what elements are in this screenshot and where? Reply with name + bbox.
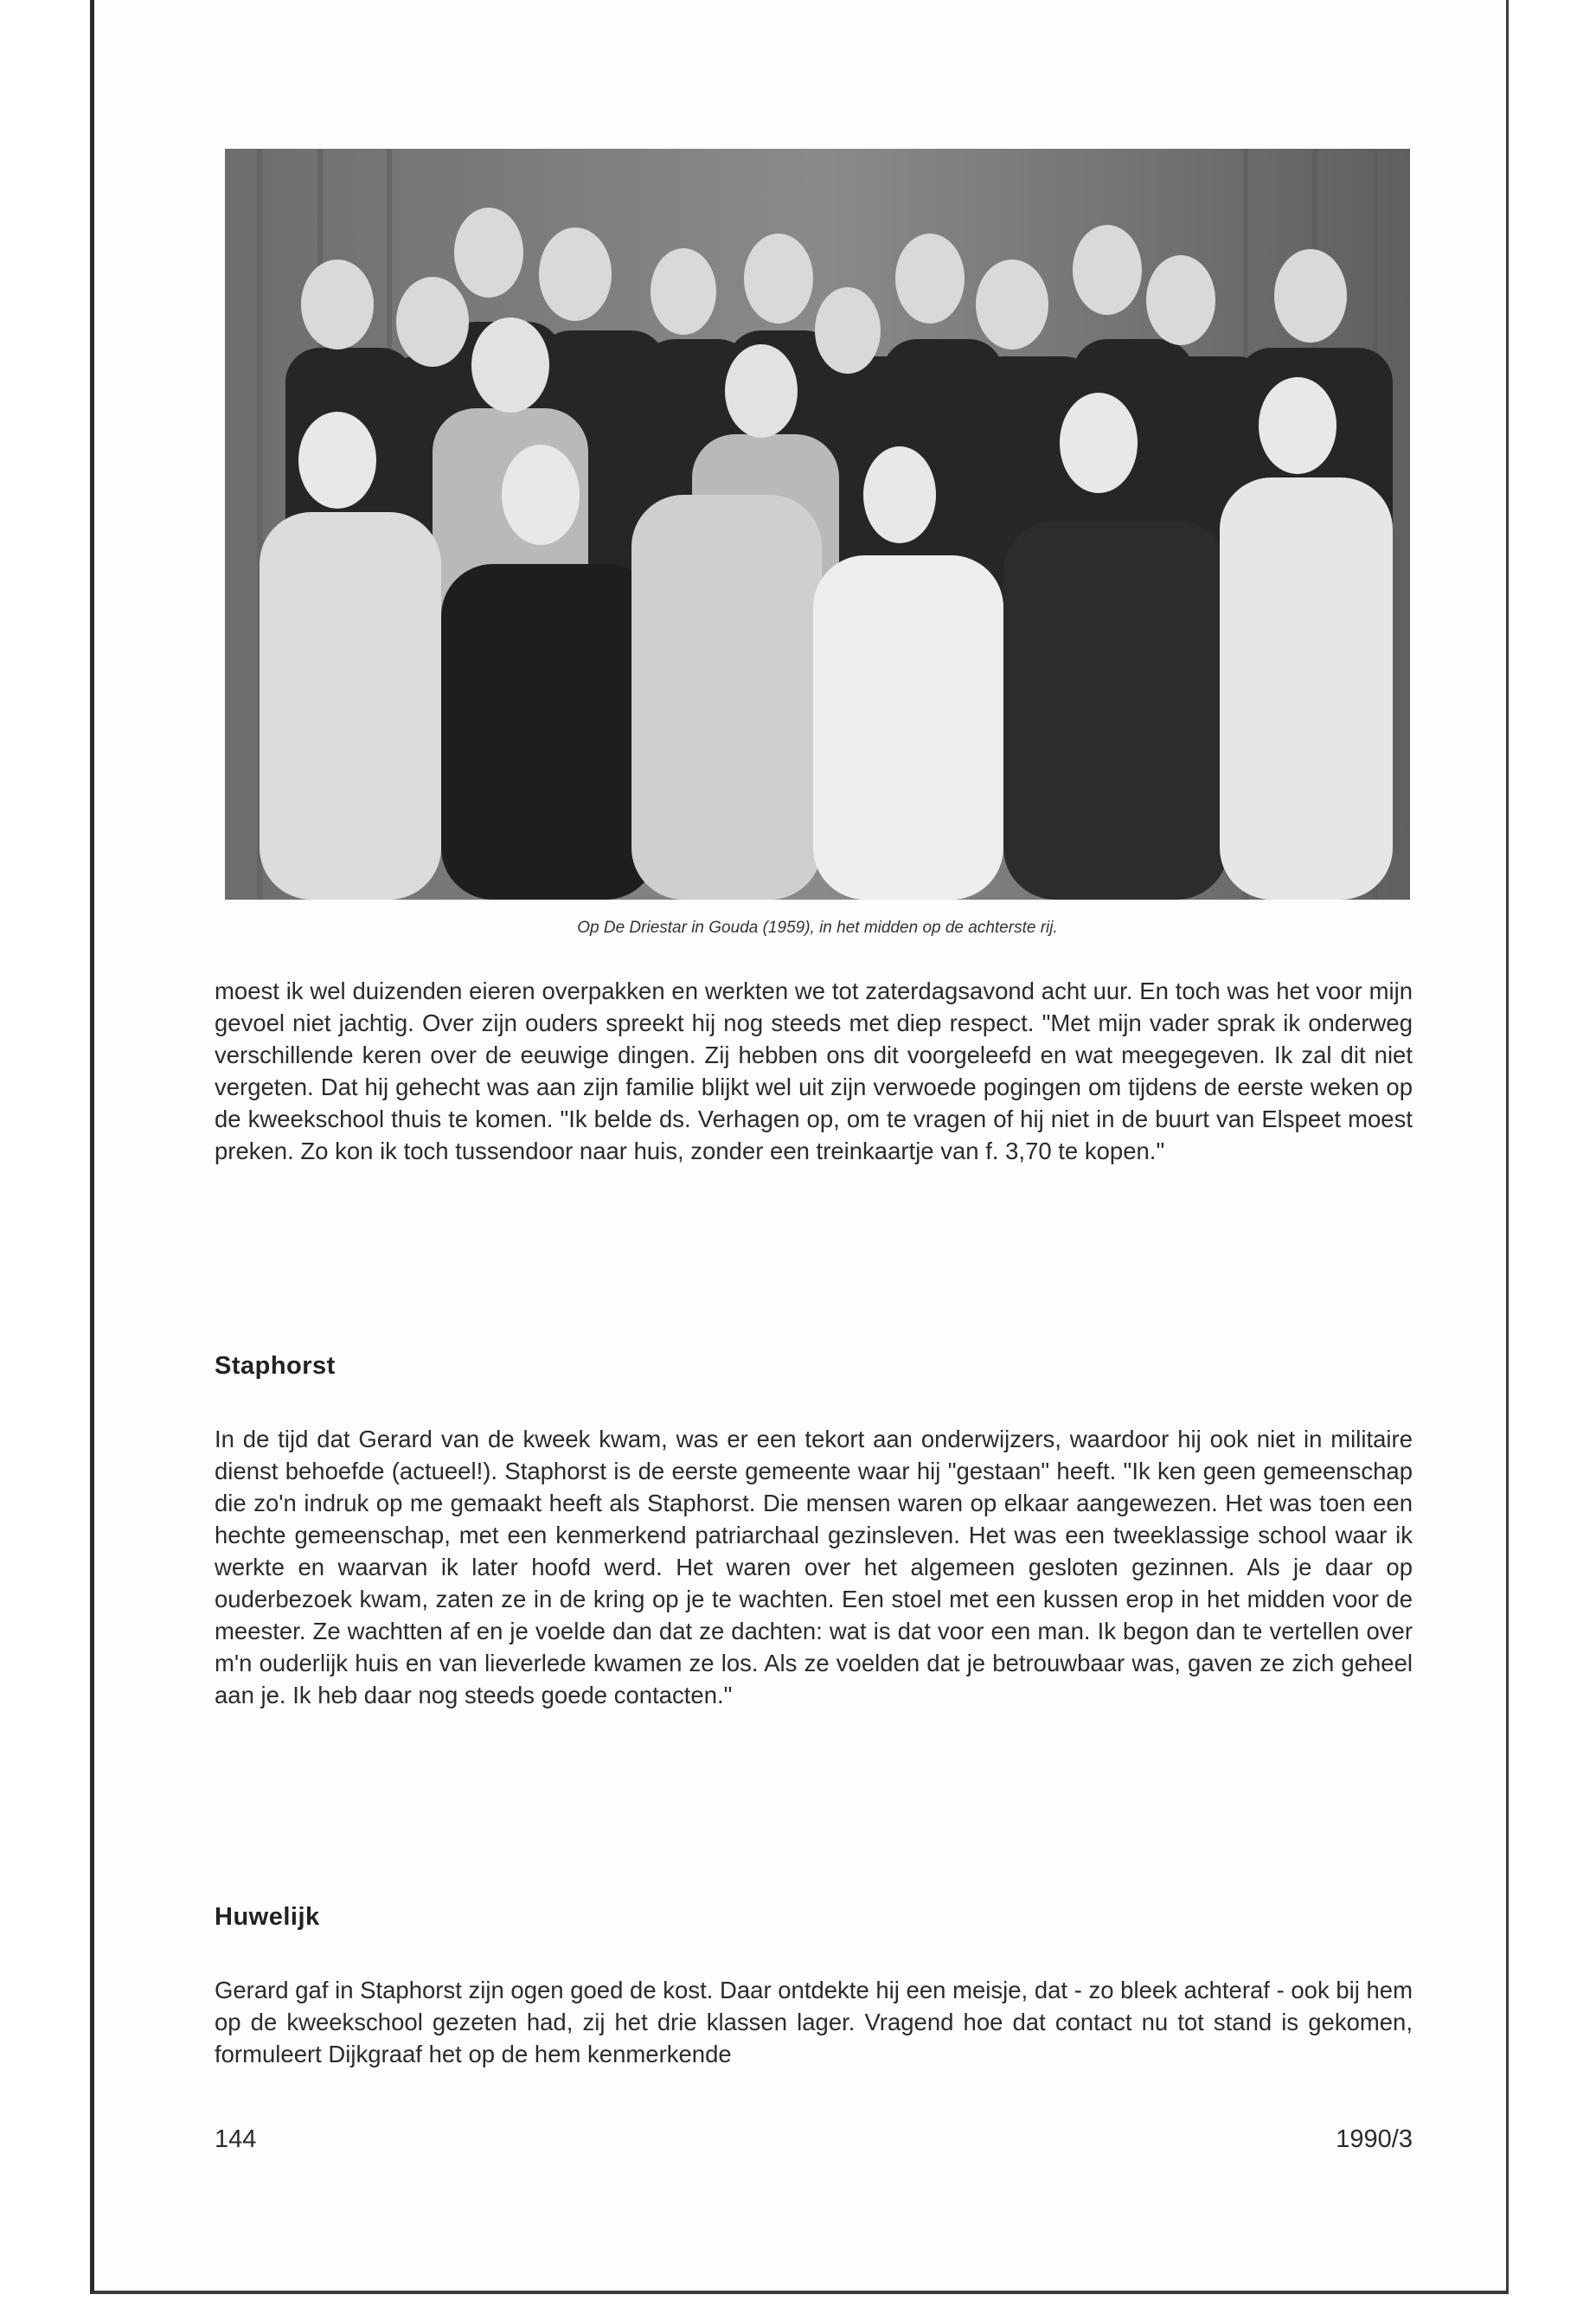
heading-staphorst: Staphorst xyxy=(215,1352,336,1380)
group-photo-image xyxy=(225,149,1410,900)
photo-caption: Op De Driestar in Gouda (1959), in het midden op de achterste rij. xyxy=(577,919,1058,937)
staphorst-paragraph: In de tijd dat Gerard van de kweek kwam, was er een tekort aan onderwijzers, waardoor hij ook niet in militaire dienst behoefde (actueel!). Staphorst is de eerste gemeente waar hij "gestaan" heeft. "Ik ken geen gemeenschap die zo'n indruk op me gemaakt heeft als Staphorst. Die mensen waren op elkaar aangewezen. Het was toen een hechte gemeenschap, met een kenmerkend patriarchaal gezinsleven. Het was een tweeklassige school waar ik werkte en waarvan ik later hoofd werd. Het waren over het algemeen gesloten gezinnen. Als je daar op ouderbezoek kwam, zaten ze in de kring op je te wachten. Een stoel met een kussen erop in het midden voor de meester. Ze wachtten af en je voelde dan dat ze dachten: wat is dat voor een man. Ik begon dan te vertellen over m'n ouderlijk huis en van lieverlede kwamen ze los. Als ze voelden dat je betrouwbaar was, gaven ze zich geheel aan je. Ik heb daar nog steeds goede contacten." xyxy=(215,1426,1413,1708)
page-number: 144 xyxy=(215,2125,257,2153)
group-photo xyxy=(225,149,1410,900)
heading-huwelijk: Huwelijk xyxy=(215,1903,320,1931)
issue-number: 1990/3 xyxy=(1336,2125,1413,2153)
intro-paragraph: moest ik wel duizenden eieren overpakken en werkten we tot zaterdagsavond acht uur. En toch was het voor mijn gevoel niet jachtig. Over zijn ouders spreekt hij nog steeds met diep respect. "Met mijn vader sprak ik onderweg verschillende keren over de eeuwige dingen. Zij hebben ons dit voorgeleefd en wat meegegeven. Ik zal dit niet vergeten. Dat hij gehecht was aan zijn familie blijkt wel uit zijn verwoede pogingen om tijdens de eerste weken op de kweekschool thuis te komen. "Ik belde ds. Verhagen op, om te vragen of hij niet in de buurt van Elspeet moest preken. Zo kon ik toch tussendoor naar huis, zonder een treinkaartje van f. 3,70 te kopen." xyxy=(215,977,1413,1164)
huwelijk-paragraph: Gerard gaf in Staphorst zijn ogen goed de kost. Daar ontdekte hij een meisje, dat - zo bleek achteraf - ook bij hem op de kweekschool gezeten had, zij het drie klassen lager. Vragend hoe dat contact nu tot stand is gekomen, formuleert Dijkgraaf het op de hem kenmerkende xyxy=(215,1977,1413,2067)
